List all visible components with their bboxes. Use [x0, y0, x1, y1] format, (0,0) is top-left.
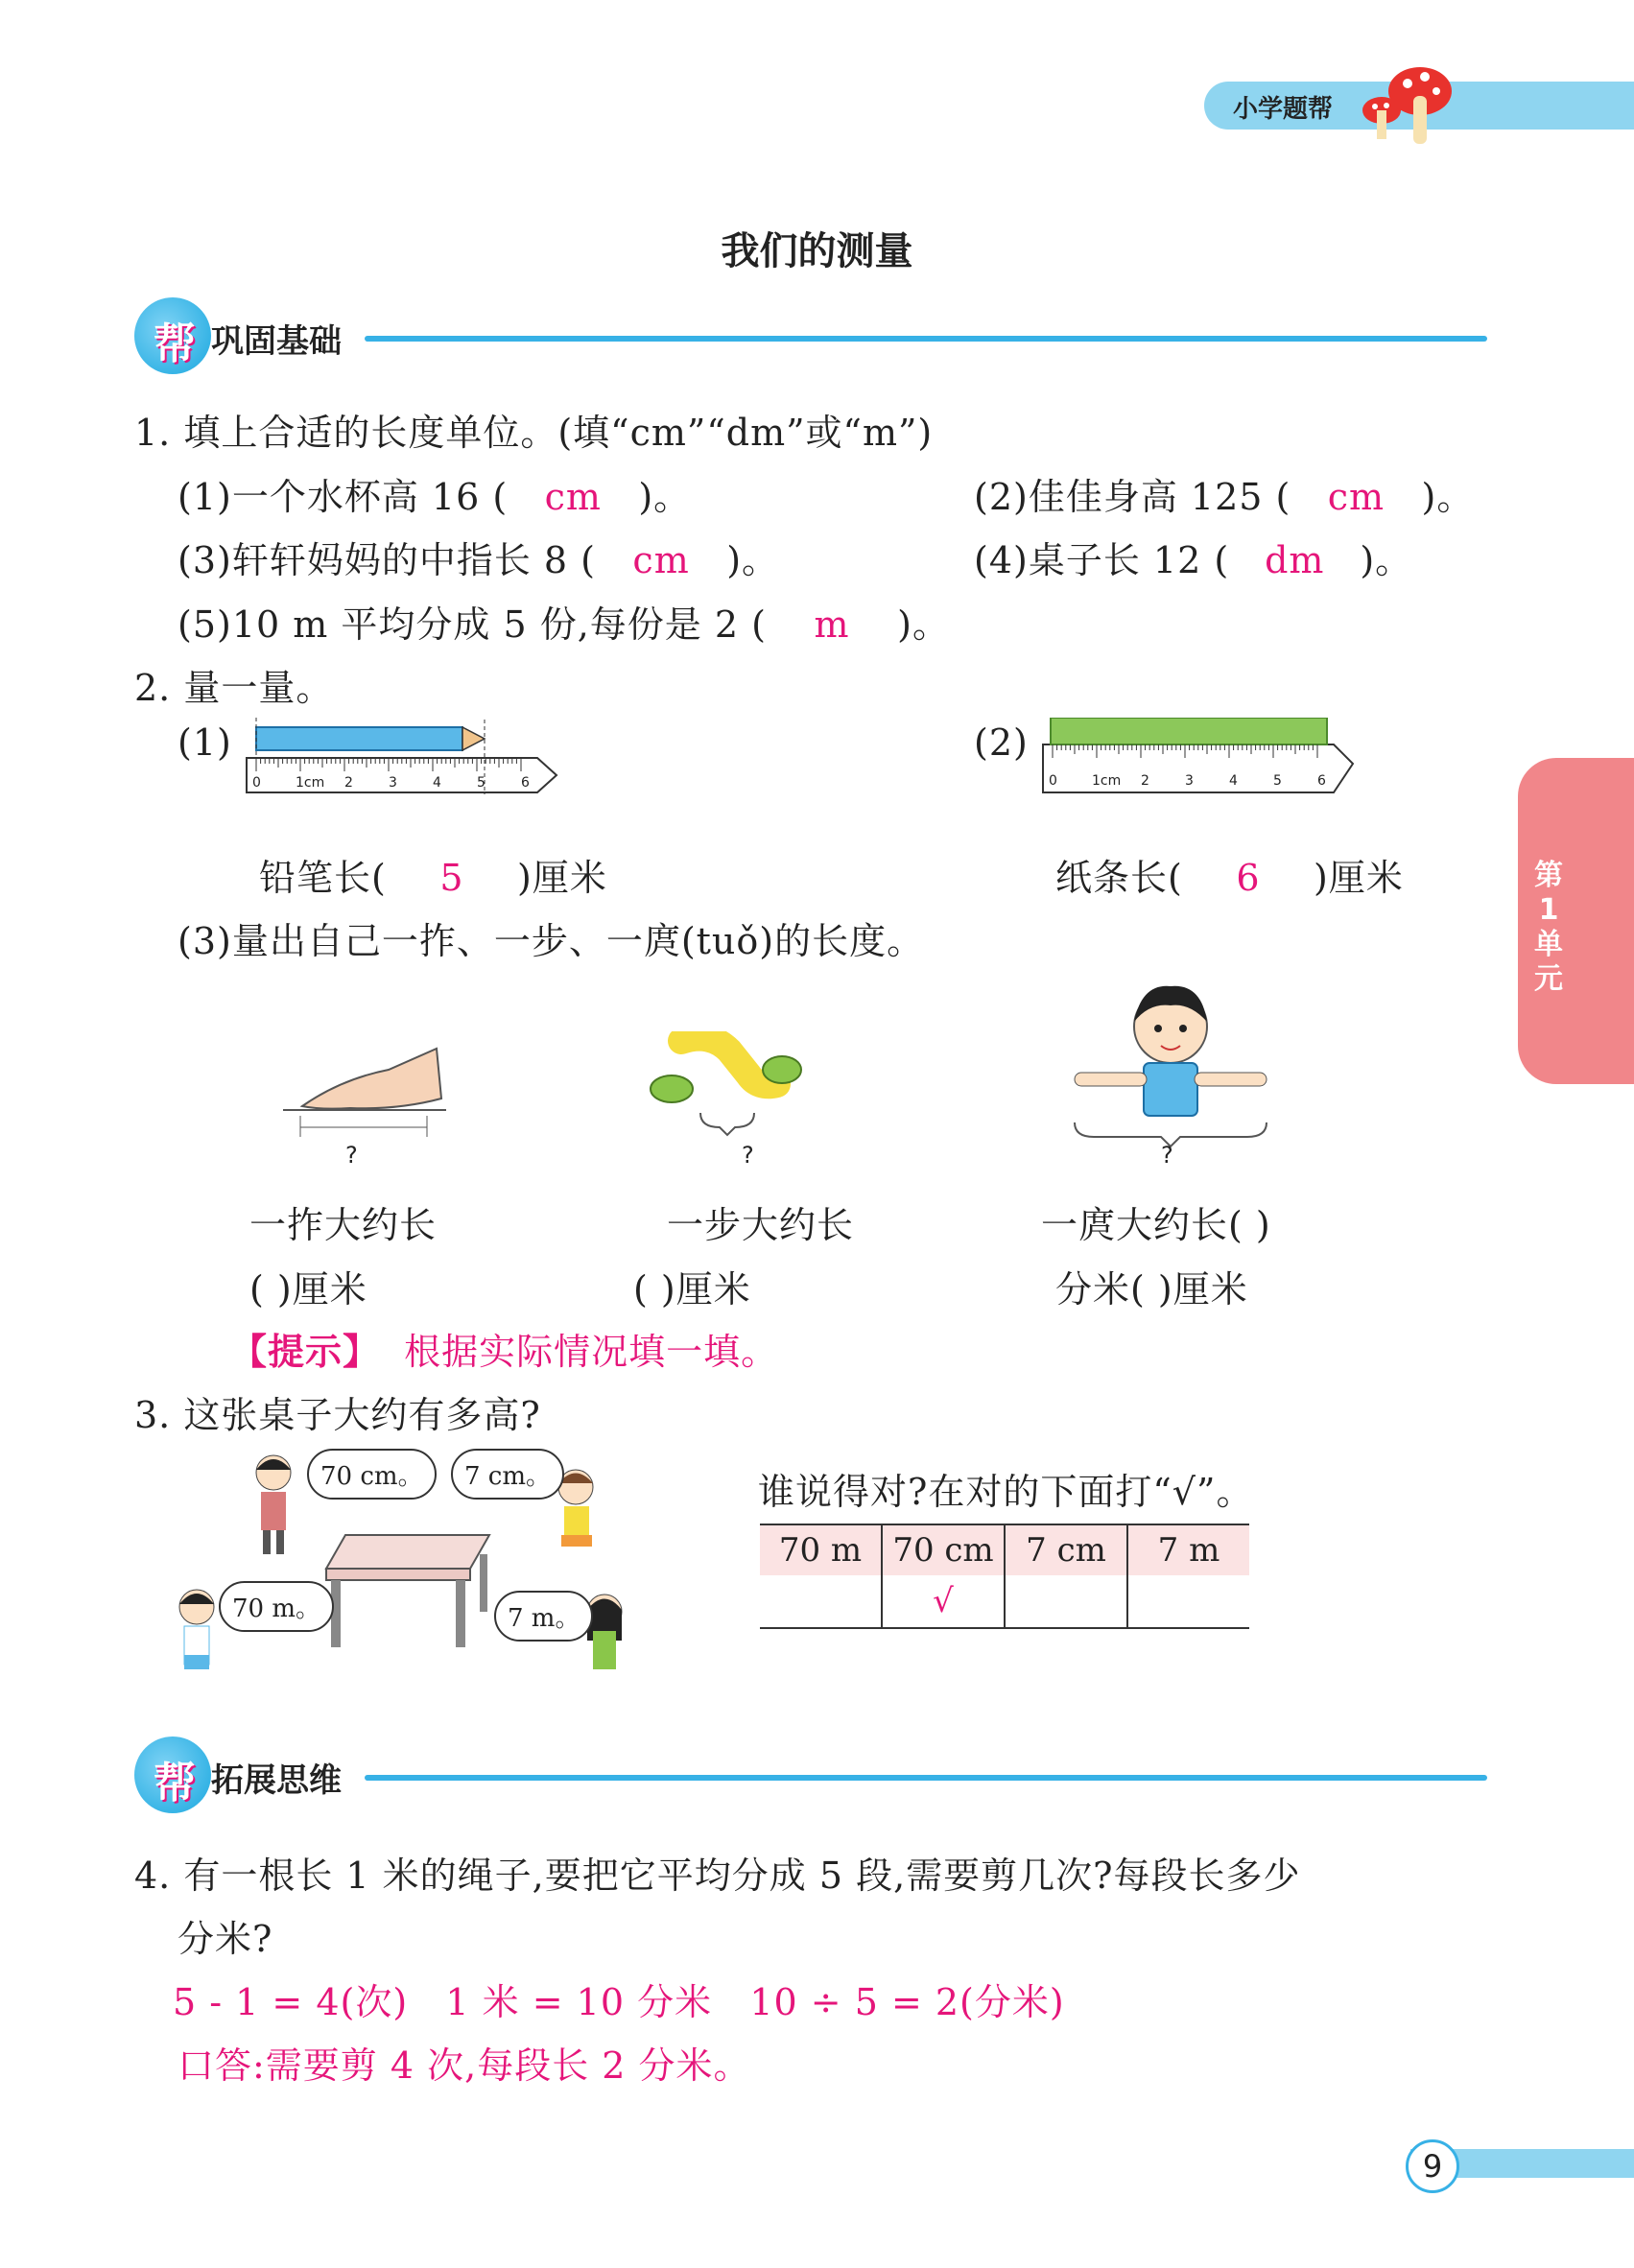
hint-text: 根据实际情况填一填。: [404, 1331, 779, 1373]
q1-item-text: (4)桌子长 12 (: [974, 539, 1230, 581]
ruler-tick: 2: [344, 775, 353, 791]
section-badge-text: 帮: [154, 1759, 196, 1807]
q1-answer: cm: [632, 539, 690, 581]
page-number: 9: [1406, 2139, 1459, 2193]
table-cell[interactable]: [1127, 1575, 1249, 1628]
pencil-length-unit: )厘米: [517, 857, 607, 899]
strip-length-answer: 6: [1236, 857, 1261, 899]
q1-answer: cm: [544, 476, 602, 518]
q1-answer: m: [814, 603, 850, 646]
brand-label: 小学题帮: [1233, 95, 1334, 124]
ruler-tick: 1cm: [296, 775, 325, 791]
ruler-tick: 3: [1185, 773, 1194, 789]
section-basics-header: [134, 297, 1497, 374]
pencil-body: [256, 727, 462, 750]
zha-line2: ( )厘米: [249, 1268, 367, 1311]
bu-line2: ( )厘米: [633, 1268, 751, 1311]
q2-part3-text: (3)量出自己一拃、一步、一庹(tuǒ)的长度。: [178, 920, 925, 962]
arm-span-figure: [1065, 969, 1276, 1161]
step-figure: [643, 1031, 806, 1156]
bu-line1: 一步大约长: [667, 1204, 855, 1246]
pencil-length-answer: 5: [439, 857, 464, 899]
q4-stem-line1: 4. 有一根长 1 米的绳子,要把它平均分成 5 段,需要剪几次?每段长多少: [134, 1855, 1301, 1897]
q1-item-text: (2)佳佳身高 125 (: [974, 476, 1291, 518]
ruler-tick: 5: [1273, 773, 1282, 789]
pencil-ruler-figure: [245, 718, 561, 814]
q1-item-close: )。: [638, 476, 692, 518]
speech-bubble: 70 cm。: [307, 1449, 437, 1500]
table-header-cell: 7 m: [1127, 1524, 1249, 1575]
table-cell[interactable]: [760, 1575, 882, 1628]
q4-work: 5 - 1 = 4(次) 1 米 = 10 分米 10 ÷ 5 = 2(分米): [173, 1981, 1065, 2023]
q2-part2-label: (2): [974, 721, 1029, 764]
hand-span-figure: [283, 1041, 446, 1175]
q3-answer-table-wrap: [760, 1524, 1249, 1629]
strip-length-unit: )厘米: [1314, 857, 1404, 899]
unit-side-label: 第1单元: [1534, 859, 1563, 996]
q1-item-close: )。: [1360, 539, 1413, 581]
q4-stem-line2: 分米?: [178, 1918, 273, 1960]
q3-instruction: 谁说得对?在对的下面打“√”。: [758, 1471, 1254, 1513]
mushroom-icon: [1348, 53, 1463, 149]
section-rule: [365, 1775, 1487, 1781]
q1-item-3: [178, 531, 779, 583]
speech-bubble: 70 m。: [219, 1581, 334, 1632]
question-mark: ?: [742, 1142, 754, 1169]
ruler-tick: 4: [433, 775, 441, 791]
ruler-tick: 0: [1049, 773, 1057, 789]
table-row: [760, 1575, 1249, 1628]
ruler-tick: 2: [1141, 773, 1149, 789]
table-header-cell: 7 cm: [1005, 1524, 1127, 1575]
ruler-tick: 6: [521, 775, 530, 791]
section-extend-header: [134, 1736, 1497, 1813]
ruler-tick: 4: [1229, 773, 1238, 789]
table-header-row: [760, 1524, 1249, 1575]
section-label: 巩固基础: [211, 322, 342, 361]
question-mark: ?: [1161, 1142, 1173, 1169]
q1-item-close: )。: [1421, 476, 1475, 518]
table-header-cell: 70 m: [760, 1524, 882, 1575]
zha-line1: 一拃大约长: [249, 1204, 438, 1246]
hint: [230, 1322, 778, 1375]
table-cell[interactable]: [1005, 1575, 1127, 1628]
q1-item-text: (1)一个水杯高 16 (: [178, 476, 509, 518]
q1-item-2: [974, 467, 1474, 520]
q1-item-close: )。: [726, 539, 780, 581]
tuo-line1: 一庹大约长( ): [1041, 1204, 1271, 1246]
ruler-tick: 5: [477, 775, 485, 791]
pencil-length-line: [259, 848, 607, 901]
pencil-tip: [462, 727, 485, 750]
q3-answer-table: [760, 1524, 1249, 1629]
question-mark: ?: [345, 1142, 358, 1169]
hint-label: 【提示】: [230, 1330, 381, 1373]
q1-item-5: [178, 595, 950, 648]
q1-stem: 1. 填上合适的长度单位。(填“cm”“dm”或“m”): [134, 412, 934, 454]
q1-item-4: [974, 531, 1412, 583]
q2-part1-label: (1): [178, 721, 232, 764]
q2-stem: 2. 量一量。: [134, 667, 334, 709]
q1-answer: cm: [1327, 476, 1385, 518]
table-header-cell: 70 cm: [882, 1524, 1005, 1575]
ruler-tick: 0: [252, 775, 261, 791]
section-badge-text: 帮: [154, 319, 196, 368]
ruler-tick: 1cm: [1092, 773, 1122, 789]
speech-bubble: 7 cm。: [451, 1449, 564, 1500]
q3-stem: 3. 这张桌子大约有多高?: [134, 1394, 541, 1436]
section-label: 拓展思维: [211, 1761, 342, 1800]
q4-answer: 口答:需要剪 4 次,每段长 2 分米。: [178, 2044, 751, 2087]
ruler-2-labels: [1041, 773, 1358, 796]
ruler-1-labels: [245, 775, 561, 798]
q1-item-text: (3)轩轩妈妈的中指长 8 (: [178, 539, 596, 581]
q1-item-1: [178, 467, 691, 520]
q1-item-text: (5)10 m 平均分成 5 份,每份是 2 (: [178, 603, 767, 646]
q3-illustration: [154, 1439, 662, 1727]
tuo-line2: 分米( )厘米: [1055, 1268, 1248, 1311]
section-rule: [365, 336, 1487, 342]
pencil-length-text: 铅笔长(: [259, 857, 387, 899]
strip-length-line: [1055, 848, 1404, 901]
ruler-tick: 3: [389, 775, 397, 791]
q1-answer: dm: [1265, 539, 1325, 581]
speech-bubble: 7 m。: [494, 1591, 593, 1642]
page-title: 我们的测量: [721, 228, 913, 273]
table-cell-check[interactable]: √: [882, 1575, 1005, 1628]
strip-length-text: 纸条长(: [1055, 857, 1183, 899]
ruler-tick: 6: [1317, 773, 1326, 789]
paper-strip: [1051, 718, 1327, 744]
q1-item-close: )。: [897, 603, 950, 646]
strip-ruler-figure: [1041, 718, 1358, 814]
